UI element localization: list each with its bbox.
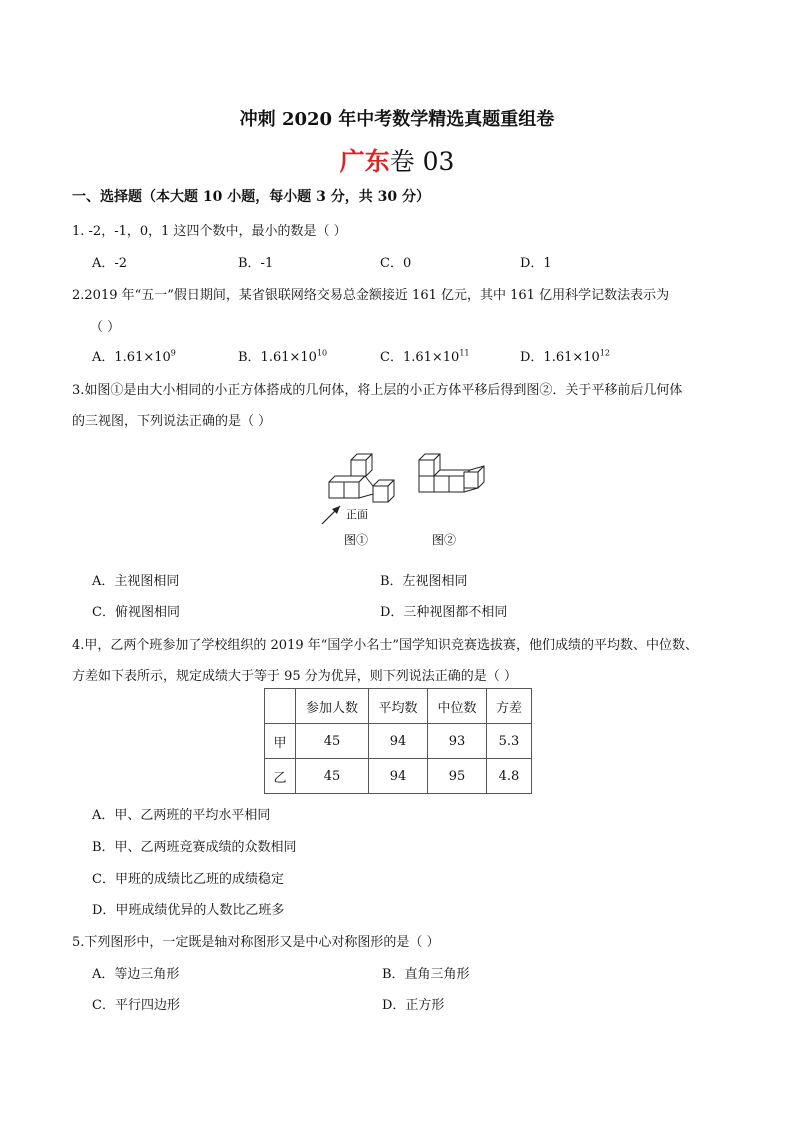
- question-3-option-b: B．左视图相同: [380, 574, 468, 589]
- section-heading: 一、选择题（本大题 10 小题，每小题 3 分，共 30 分）: [72, 189, 430, 205]
- question-2-stem-continued: （ ）: [90, 320, 121, 335]
- question-5-option-c: C．平行四边形: [92, 998, 180, 1013]
- question-1-option-c: C．0: [380, 256, 412, 271]
- question-2-option-a: A．$1.61\times 10^9$: [92, 348, 176, 365]
- figure-1-bottom-row: [329, 476, 394, 502]
- question-1-option-b: B．-1: [238, 256, 274, 271]
- question-2-option-c: C．$1.61\times 10^{11}$: [380, 348, 470, 365]
- table-cell: 4.8: [487, 759, 532, 794]
- table-cell: 5.3: [487, 724, 532, 759]
- table-cell: 45: [296, 724, 369, 759]
- subtitle-region: 广东: [339, 147, 390, 176]
- question-5-option-d: D．正方形: [382, 998, 445, 1013]
- question-2-stem: 2.2019 年“五一”假日期间，某省银联网络交易总金额接近 161 亿元，其中 161 亿用科学记数法表示为: [72, 288, 670, 303]
- table-header-cell: 平均数: [369, 689, 428, 724]
- subtitle-paper-number: 卷 03: [389, 147, 455, 176]
- figure-1-top-cube: [351, 454, 372, 476]
- question-5-option-b: B．直角三角形: [382, 967, 470, 982]
- question-1-stem: 1. -2，-1，0，1 这四个数中，最小的数是（ ）: [72, 224, 347, 239]
- front-arrow-label: 正面: [346, 509, 368, 521]
- table-row: [265, 759, 532, 794]
- question-4-option-d: D．甲班成绩优异的人数比乙班多: [92, 903, 285, 918]
- figure-2-label: 图②: [432, 533, 457, 547]
- table-header-cell: [265, 689, 296, 724]
- question-4-option-a: A．甲、乙两班的平均水平相同: [92, 808, 271, 823]
- question-4-stem-line-2: 方差如下表所示，规定成绩大于等于 95 分为优异，则下列说法正确的是（ ）: [72, 669, 517, 684]
- table-cell: 甲: [265, 724, 296, 759]
- question-1-option-d: D．1: [520, 256, 552, 271]
- question-3-figure: [318, 446, 498, 556]
- question-2-option-d: D．$1.61\times 10^{12}$: [520, 348, 610, 365]
- question-3-option-a: A．主视图相同: [92, 574, 180, 589]
- table-cell: 94: [369, 759, 428, 794]
- question-5-option-a: A．等边三角形: [92, 967, 180, 982]
- question-3-stem-line-2: 的三视图，下列说法正确的是（ ）: [72, 414, 272, 429]
- question-3-stem-line-1: 3.如图①是由大小相同的小正方体搭成的几何体，将上层的小正方体平移后得到图②．关于平移前后几何体: [72, 383, 683, 398]
- table-cell: 93: [428, 724, 487, 759]
- question-4-table: [264, 688, 532, 794]
- table-cell: 45: [296, 759, 369, 794]
- table-header-cell: 中位数: [428, 689, 487, 724]
- exam-subtitle: [0, 142, 794, 178]
- table-cell: 94: [369, 724, 428, 759]
- question-4-option-c: C．甲班的成绩比乙班的成绩稳定: [92, 872, 284, 887]
- question-1-option-a: A．-2: [92, 256, 128, 271]
- table-row: [265, 724, 532, 759]
- question-5-stem: 5.下列图形中，一定既是轴对称图形又是中心对称图形的是（ ）: [72, 935, 440, 950]
- question-3-option-c: C．俯视图相同: [92, 605, 180, 620]
- question-2-option-b: B．$1.61\times 10^{10}$: [238, 348, 328, 365]
- question-4-stem-line-1: 4.甲，乙两个班参加了学校组织的 2019 年“国学小名士”国学知识竞赛选拔赛，他们成绩的平均数、中位数、: [72, 638, 699, 653]
- figure-2-cubes: [419, 454, 484, 492]
- figure-1-label: 图①: [344, 533, 369, 547]
- table-cell: 乙: [265, 759, 296, 794]
- table-header-row: [265, 689, 532, 724]
- question-4-option-b: B．甲、乙两班竞赛成绩的众数相同: [92, 840, 297, 855]
- table-header-cell: 参加人数: [296, 689, 369, 724]
- table-header-cell: 方差: [487, 689, 532, 724]
- question-3-option-d: D．三种视图都不相同: [380, 605, 508, 620]
- exam-title: 冲刺 2020 年中考数学精选真题重组卷: [239, 109, 555, 130]
- table-cell: 95: [428, 759, 487, 794]
